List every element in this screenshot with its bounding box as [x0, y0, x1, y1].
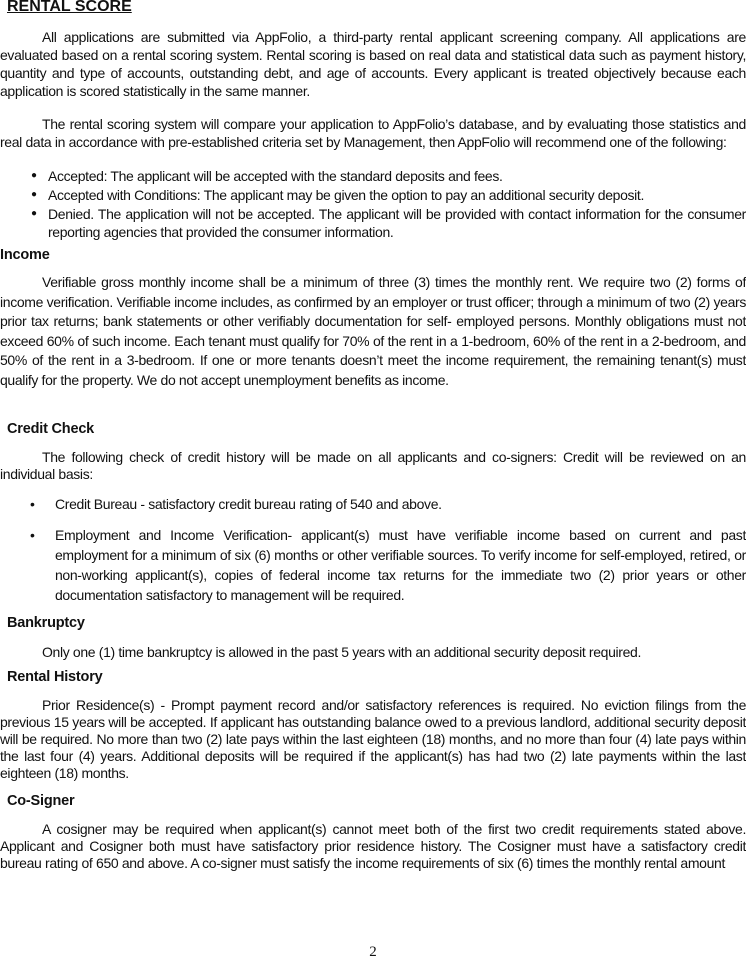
bullet-icon: ● [31, 170, 37, 181]
bullet-icon: ● [31, 189, 37, 200]
bankruptcy-paragraph: Only one (1) time bankruptcy is allowed in the past 5 years with an additional security deposit required. [42, 644, 642, 660]
list-item-text: Credit Bureau - satisfactory credit bureau rating of 540 and above. [55, 496, 442, 512]
co-signer-heading: Co-Signer [7, 793, 75, 809]
intro-section [0, 28, 746, 151]
page-number: 2 [369, 944, 377, 960]
list-item [0, 167, 746, 185]
bullet-icon: ● [31, 208, 37, 219]
list-item [0, 494, 746, 514]
intro-paragraph: The rental scoring system will compare your application to AppFolio’s database, and by evaluating those statistics and real data in accordance with pre-established criteria set by Management, then AppFolio will recommend one of the following: [0, 116, 746, 150]
list-item [0, 525, 746, 605]
bankruptcy-heading: Bankruptcy [7, 615, 85, 631]
credit-check-heading: Credit Check [7, 421, 95, 437]
list-item-text: Accepted: The applicant will be accepted with the standard deposits and fees. [48, 168, 503, 184]
outcome-list [0, 167, 746, 242]
co-signer-paragraph: A cosigner may be required when applicant(s) cannot meet both of the first two credit requirements stated above. Applicant and Cosigner both must have satisfactory prior residence history. The Cosigner must have a satisfactory credit bureau rating of 650 and above. A co-signer must satisfy the income requirements of six (6) times the monthly rental amount [0, 821, 746, 871]
list-item [0, 205, 746, 241]
credit-check-list [0, 494, 746, 605]
bullet-icon: • [30, 496, 35, 512]
bullet-icon: • [30, 527, 35, 543]
credit-check-paragraph: The following check of credit history will be made on all applicants and co-signers: Credit will be reviewed on an individual basis: [0, 449, 746, 482]
list-item-text: Employment and Income Verification- applicant(s) must have verifiable income based on current and past employment for a minimum of six (6) months or other verifiable sources. To verify income for self-employed, retired, or non-working applicant(s), copies of federal income tax returns for the immediate two (2) prior years or other documentation satisfactory to management will be required. [55, 527, 746, 603]
list-item-text: Accepted with Conditions: The applicant may be given the option to pay an additional security deposit. [48, 187, 644, 203]
rental-history-paragraph: Prior Residence(s) - Prompt payment record and/or satisfactory references is required. No eviction filings from the previous 15 years will be accepted. If applicant has outstanding balance owed to a previous landlord, additional security deposit will be required. No more than two (2) late pays within the last eighteen (18) months, and no more than four (4) late pays within the last four (4) years. Additional deposits will be required if the applicant(s) has had two (2) late payments within the last eighteen (18) months. [0, 697, 746, 781]
list-item-text: Denied. The application will not be accepted. The applicant will be provided with contact information for the consumer reporting agencies that provided the consumer information. [48, 206, 746, 240]
intro-paragraph: All applications are submitted via AppFolio, a third-party rental applicant screening company. All applications are evaluated based on a rental scoring system. Rental scoring is based on real data and statistical data such as payment history, quantity and type of accounts, outstanding debt, and age of accounts. Every applicant is treated objectively because each application is scored statistically in the same manner. [0, 29, 746, 99]
income-heading: Income [0, 247, 50, 263]
rental-history-heading: Rental History [7, 669, 103, 685]
page-title: RENTAL SCORE [7, 0, 132, 15]
income-paragraph: Verifiable gross monthly income shall be a minimum of three (3) times the monthly rent. We require two (2) forms of income verification. Verifiable income includes, as confirmed by an employer or trust officer; through a minimum of two (2) years prior tax returns; bank statements or other verifiably documentation for self- employed persons. Monthly obligations must not exceed 60% of such income. Each tenant must qualify for 70% of the rent in a 1-bedroom, 60% of the rent in a 2-bedroom, and 50% of the rent in a 3-bedroom. If one or more tenants doesn’t meet the income requirement, the remaining tenant(s) must qualify for the property. We do not accept unemployment benefits as income. [0, 274, 746, 388]
list-item [0, 186, 746, 204]
